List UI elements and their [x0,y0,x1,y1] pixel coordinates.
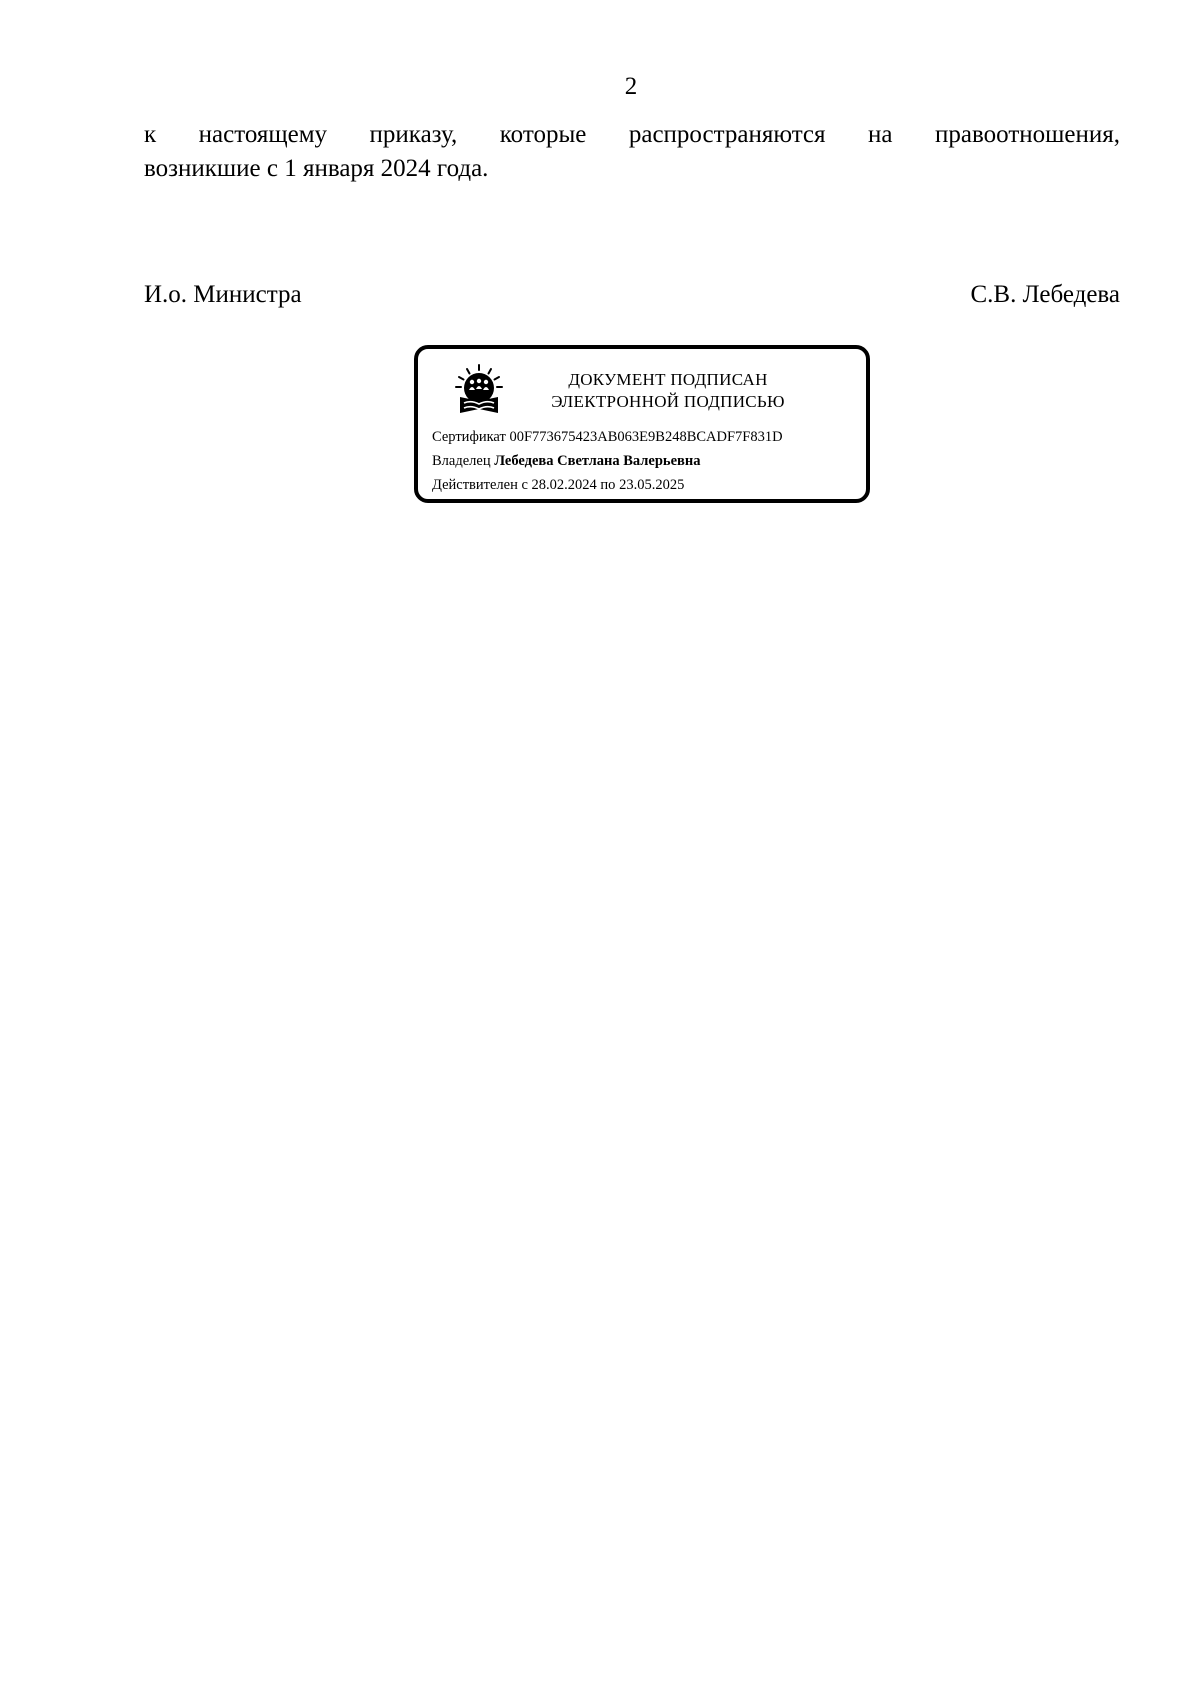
body-word: настоящему [198,121,328,148]
owner-value: Лебедева Светлана Валерьевна [494,453,701,469]
validity-row [432,473,783,497]
stamp-details [432,425,783,497]
body-word: приказу, [369,121,458,148]
body-word: правоотношения, [935,121,1120,148]
owner-label: Владелец [432,453,491,469]
body-word: которые [499,121,587,148]
electronic-signature-stamp [414,345,870,503]
stamp-heading-line1: ДОКУМЕНТ ПОДПИСАН [568,370,768,389]
certificate-label: Сертификат [432,429,506,445]
valid-to: 23.05.2025 [619,477,685,493]
body-paragraph [144,118,1120,186]
body-word: распространяются [628,121,826,148]
stamp-heading-line2: ЭЛЕКТРОННОЙ ПОДПИСЬЮ [551,392,785,411]
valid-label: Действителен с [432,477,528,493]
certificate-value: 00F773675423AB063E9B248BCADF7F831D [509,429,783,445]
regional-emblem-icon [454,363,504,415]
valid-to-label: по [600,477,616,493]
valid-from: 28.02.2024 [531,477,597,493]
owner-row [432,449,783,473]
signatory-name: С.В. Лебедева [970,281,1120,308]
body-line-2: возникшие с 1 января 2024 года. [144,155,489,182]
signatory-role: И.о. Министра [144,281,302,308]
body-word: к [144,121,157,148]
stamp-heading [528,369,808,413]
page-number: 2 [624,73,638,100]
body-line-1 [144,118,1120,152]
certificate-row [432,425,783,449]
body-word: на [868,121,893,148]
